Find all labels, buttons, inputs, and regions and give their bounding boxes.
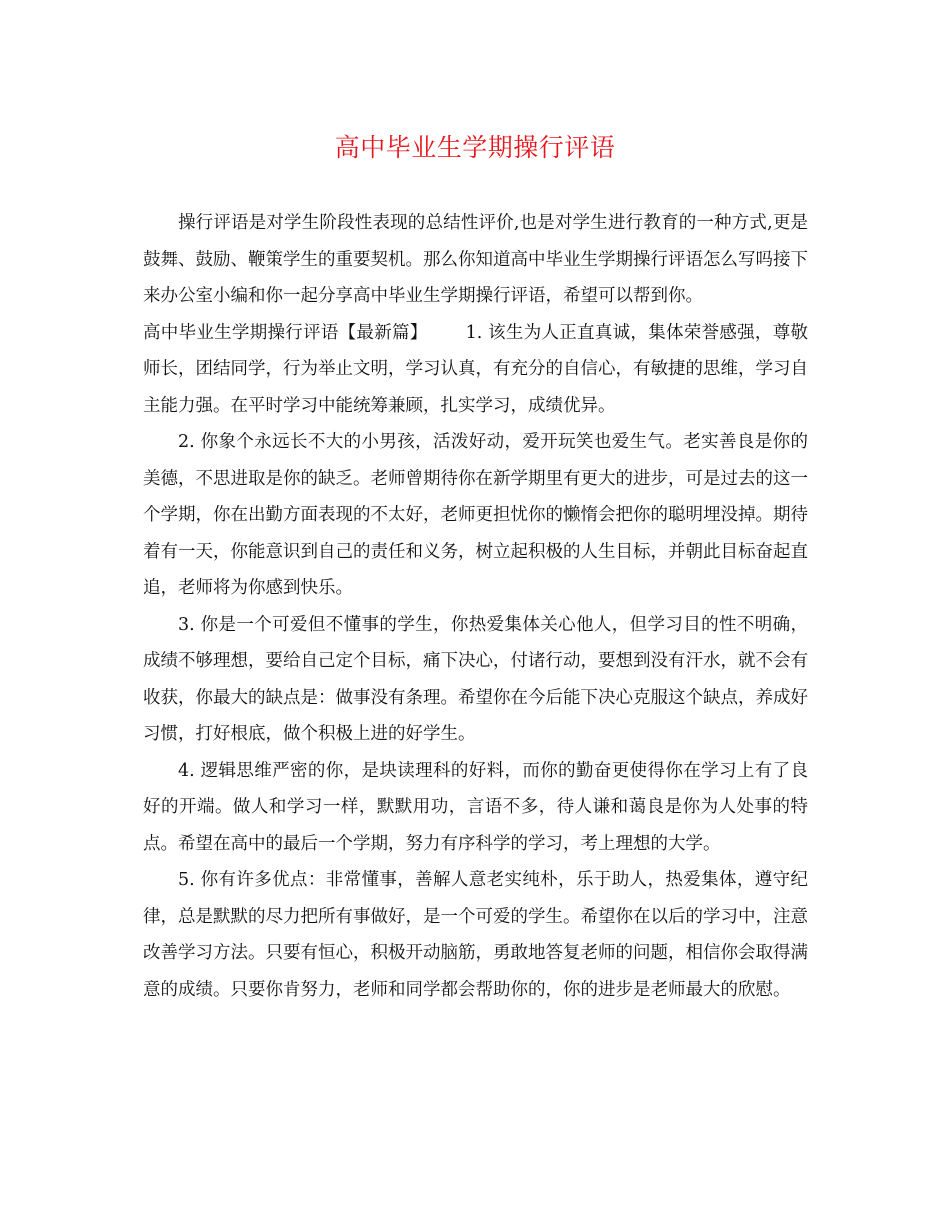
document-title: 高中毕业生学期操行评语 xyxy=(334,133,616,162)
comment-item-2: 2. 你象个永远长不大的小男孩，活泼好动，爱开玩笑也爱生气。老实善良是你的美德，不思进取是你的缺乏。老师曾期待你在新学期里有更大的进步，可是过去的这一个学期，你在出勤方面表现的不太好，老师更担忧你的懒惰会把你的聪明埋没掉。期待着有一天，你能意识到自己的责任和义务，树立起积极的人生目标，并朝此目标奋起直追，老师将为你感到快乐。 xyxy=(143,432,808,598)
intro-paragraph: 操行评语是对学生阶段性表现的总结性评价,也是对学生进行教育的一种方式,更是鼓舞、鼓励、鞭策学生的重要契机。那么你知道高中毕业生学期操行评语怎么写吗接下来办公室小编和你一起分享高中毕业生学期操行评语，希望可以帮到你。 xyxy=(143,213,808,306)
comment-item-4: 4. 逻辑思维严密的你，是块读理科的好料，而你的勤奋更使得你在学习上有了良好的开端。做人和学习一样，默默用功，言语不多，待人谦和蔼良是你为人处事的特点。希望在高中的最后一个学期，努力有序科学的学习，考上理想的大学。 xyxy=(143,760,808,854)
comment-item-3: 3. 你是一个可爱但不懂事的学生，你热爱集体关心他人，但学习目的性不明确，成绩不够理想，要给自己定个目标，痛下决心，付诸行动，要想到没有汗水，就不会有收获，你最大的缺点是：做事没有条理。希望你在今后能下决心克服这个缺点，养成好习惯，打好根底，做个积极上进的好学生。 xyxy=(143,614,808,744)
comment-item-5: 5. 你有许多优点：非常懂事，善解人意老实纯朴，乐于助人，热爱集体，遵守纪律，总是默默的尽力把所有事做好，是一个可爱的学生。希望你在以后的学习中，注意改善学习方法。只要有恒心，积极开动脑筋，勇敢地答复老师的问题，相信你会取得满意的成绩。只要你肯努力，老师和同学都会帮助你的，你的进步是老师最大的欣慰。 xyxy=(143,870,808,1000)
document-body xyxy=(143,205,808,1008)
first-item-paragraph xyxy=(143,315,808,425)
section-heading: 高中毕业生学期操行评语【最新篇】 xyxy=(143,322,428,343)
comment-item-1: 1. 该生为人正直真诚，集体荣誉感强，尊敬师长，团结同学，行为举止文明，学习认真，有充分的自信心，有敏捷的思维，学习自主能力强。在平时学习中能统筹兼顾，扎实学习，成绩优异。 xyxy=(143,322,809,416)
